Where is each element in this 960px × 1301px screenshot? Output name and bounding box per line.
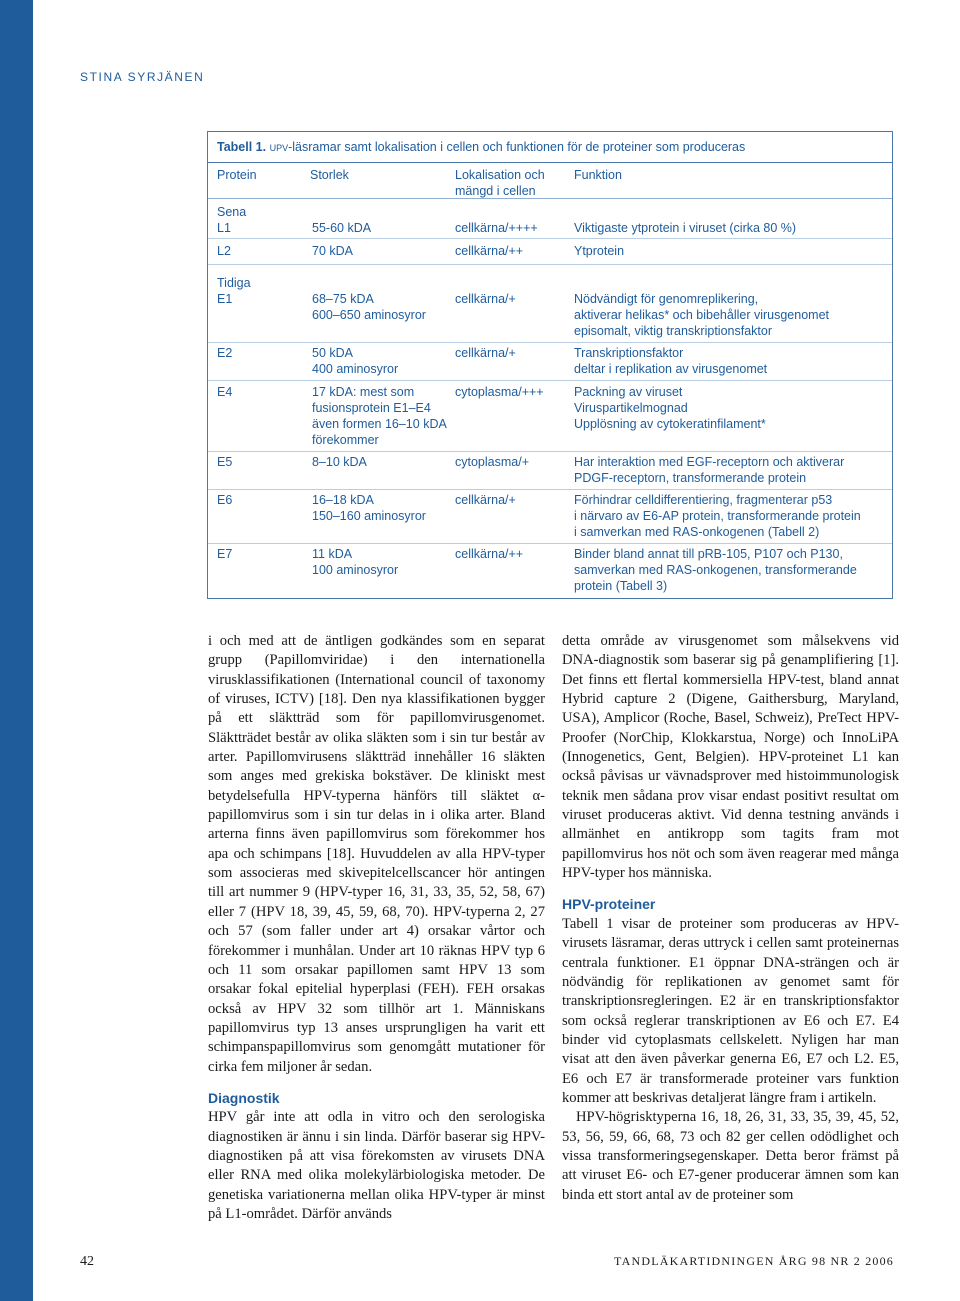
row-E6-location: cellkärna/+ bbox=[455, 493, 516, 507]
header-location-line2: mängd i cellen bbox=[455, 184, 536, 198]
row-E1-protein: E1 bbox=[217, 292, 233, 306]
header-function: Funktion bbox=[574, 168, 622, 182]
row-E6-size-line1: 16–18 kDA bbox=[312, 493, 374, 507]
row-E5-location: cytoplasma/+ bbox=[455, 455, 529, 469]
row-L2-size: 70 kDA bbox=[312, 244, 353, 258]
row-E4-function-line3: Upplösning av cytokeratinfilament* bbox=[574, 417, 766, 431]
row-E1-function-line1: Nödvändigt för genomreplikering, bbox=[574, 292, 759, 306]
row-E7-protein: E7 bbox=[217, 547, 233, 561]
row-E1-size-line2: 600–650 aminosyror bbox=[312, 308, 426, 322]
row-E2-protein: E2 bbox=[217, 346, 233, 360]
row-E4-protein: E4 bbox=[217, 385, 233, 399]
header-size: Storlek bbox=[310, 168, 349, 182]
table-title-band bbox=[208, 132, 892, 163]
row-E6-protein: E6 bbox=[217, 493, 233, 507]
section-heading-hpv-proteiner: HPV-proteiner bbox=[562, 896, 656, 913]
running-head: STINA SYRJÄNEN bbox=[80, 70, 205, 84]
row-E2-location: cellkärna/+ bbox=[455, 346, 516, 360]
row-E7-size-line1: 11 kDA bbox=[312, 547, 353, 561]
row-E6-function-line3: i samverkan med RAS-onkogenen (Tabell 2) bbox=[574, 525, 820, 539]
row-separator bbox=[208, 264, 892, 265]
row-separator bbox=[208, 380, 892, 381]
row-E1-location: cellkärna/+ bbox=[455, 292, 516, 306]
row-E4-function-line1: Packning av viruset bbox=[574, 385, 683, 399]
row-E6-function-line2: i närvaro av E6-AP protein, transformerande protein bbox=[574, 509, 861, 523]
row-E6-size-line2: 150–160 aminosyror bbox=[312, 509, 426, 523]
protein-table bbox=[207, 131, 893, 599]
row-E7-function-line3: protein (Tabell 3) bbox=[574, 579, 668, 593]
row-L1-location: cellkärna/++++ bbox=[455, 221, 538, 235]
row-L1-size: 55-60 kDA bbox=[312, 221, 372, 235]
row-E5-function-line2: PDGF-receptorn, transformerande protein bbox=[574, 471, 807, 485]
row-E4-function-line2: Viruspartikelmognad bbox=[574, 401, 688, 415]
row-E5-size: 8–10 kDA bbox=[312, 455, 367, 469]
row-E4-size-line2: fusionsprotein E1–E4 bbox=[312, 401, 431, 415]
body-column-right bbox=[562, 632, 899, 1205]
row-separator bbox=[208, 238, 892, 239]
right-paragraph-3: HPV-högrisktyperna 16, 18, 26, 31, 33, 35, 39, 45, 52, 53, 56, 59, 66, 68, 73 och 82 ger cellen odödlighet och vissa transformeringsegenskaper. Detta beror främst på att viruset E6- och E7-gener producerar ämnen som kan binda ett stort antal av de proteiner som bbox=[562, 1109, 899, 1203]
row-separator bbox=[208, 451, 892, 452]
left-paragraph-2: HPV går inte att odla in vitro och den serologiska diagnostiken är ännu i sin linda. Därför baserar sig HPV-diagnostiken på att visa förekomsten av virusets DNA eller RNA med olika molekylärbiologiska metoder. De genetiska variationerna mellan olika HPV-typer är minst på L1-området. Därför används bbox=[208, 1109, 545, 1222]
row-E1-function-line2: aktiverar helikas* och bibehåller virusgenomet bbox=[574, 308, 829, 322]
row-E5-protein: E5 bbox=[217, 455, 233, 469]
row-L2-function: Ytprotein bbox=[574, 244, 625, 258]
row-E4-size-line1: 17 kDA: mest som bbox=[312, 385, 415, 399]
row-E7-function-line2: samverkan med RAS-onkogenen, transformerande bbox=[574, 563, 857, 577]
right-paragraph-1: detta område av virusgenomet som målsekvens vid DNA-diagnostik som baserar sig på genamplifiering [1]. Det finns ett flertal kommersiella HPV-test, bland annat Hybrid capture 2 (Digene, Gaithersburg, Maryland, USA), Amplicor (Roche, Basel, Schweiz), PreTect HPV-Proofer (NorChip, Klokkarstua, Norge) och InnoLiPA (Innogenetics, Gent, Belgien). HPV-proteinet L1 kan också påvisas ur vävnadsprover med histoimmunologisk teknik men sådana prov visar endast positivt resultat om viruset produceras aktivt. Vid denna testning används i allmänhet en antikropp som tagits fram mot papillomvirus hos nöt och som även reagerar med många HPV-typer hos människa. bbox=[562, 633, 899, 882]
row-E6-function-line1: Förhindrar celldifferentiering, fragmenterar p53 bbox=[574, 493, 833, 507]
table-header-row bbox=[208, 162, 892, 199]
row-E2-function-line1: Transkriptionsfaktor bbox=[574, 346, 684, 360]
header-location-line1: Lokalisation och bbox=[455, 168, 545, 182]
page-number: 42 bbox=[80, 1254, 94, 1269]
row-L2-location: cellkärna/++ bbox=[455, 244, 524, 258]
row-E7-location: cellkärna/++ bbox=[455, 547, 524, 561]
journal-footer: TANDLÄKARTIDNINGEN ÅRG 98 NR 2 2006 bbox=[614, 1254, 894, 1268]
left-paragraph-1: i och med att de äntligen godkändes som en separat grupp (Papillomviridae) i den internationella virusklassifikationen (International council of taxonomy of viruses, ICTV) [18]. Den nya klassifikationen bygger på ett släktträd som för papillomvirusgenomet. Släktträdet består av olika släkten som i sin tur består av arter. Papillomvirusens släktträd innehåller 16 släkten som anges med grekiska bokstäver. De kliniskt mest betydelsefulla HPV-typerna hänförs till släktet α-papillomvirus som i sin tur delas in i olika arter. Bland arterna finns även papillomvirus som förekommer hos apa och schimpans [18]. Huvuddelen av alla HPV-typer som associeras med skivepitelcellscancer hör antingen till art nummer 9 (HPV-typer 16, 31, 33, 35, 52, 58, 67) eller 7 (HPV 18, 39, 45, 59, 68, 70). HPV-typerna 2, 27 och 57 (som faller under art 4) orsakar vårtor och förekommer i munhålan. Under art 10 räknas HPV typ 6 och 11 som orsakar papillomen samt HPV 13 som orsakar fokal epitelial hyperplasi (FEH). FEH orsakas också av HPV 32 som tillhör art 1. Människans papillomvirus typ 13 anses ursprungligen ha varit ett schimpanspapillomvirus som genomgått mutationer för cirka fem miljoner år sedan. bbox=[208, 633, 545, 1075]
row-separator bbox=[208, 489, 892, 490]
row-E4-location: cytoplasma/+++ bbox=[455, 385, 544, 399]
row-separator bbox=[208, 342, 892, 343]
right-paragraph-2: Tabell 1 visar de proteiner som produceras av HPV-virusets läsramar, deras uttryck i cellen samt proteinernas centrala funktioner. E1 öppnar DNA-strängen och är nödvändig för replikationen av genomet samt för transkriptionsregleringen. E2 är en transkriptionsfaktor som också reglerar transkriptionen av E6 och E7. E4 binder vid cytoplasmats cellskelett. Nyligen har man visat att den även påverkar generna E6, E7 och L2. E5, E6 och E7 är transformerade proteiner vars funktion kommer att beskrivas detaljerat längre fram i artikeln. bbox=[562, 915, 899, 1106]
row-separator bbox=[208, 543, 892, 544]
row-E1-function-line3: episomalt, viktig transkriptionsfaktor bbox=[574, 324, 772, 338]
table-label: Tabell 1. bbox=[217, 140, 267, 154]
row-E4-size-line3: även formen 16–10 kDA bbox=[312, 417, 447, 431]
row-L1-function: Viktigaste ytprotein i viruset (cirka 80 %) bbox=[574, 221, 797, 235]
row-E7-function-line1: Binder bland annat till pRB-105, P107 och P130, bbox=[574, 547, 843, 561]
row-E2-function-line2: deltar i replikation av virusgenomet bbox=[574, 362, 768, 376]
section-heading-diagnostik: Diagnostik bbox=[208, 1089, 280, 1106]
group-label-early: Tidiga bbox=[217, 276, 251, 290]
row-L1-protein: L1 bbox=[217, 221, 231, 235]
row-E2-size-line2: 400 aminosyror bbox=[312, 362, 399, 376]
table-title-text: -läsramar samt lokalisation i cellen och funktionen för de proteiner som produceras bbox=[288, 140, 746, 154]
row-E1-size-line1: 68–75 kDA bbox=[312, 292, 374, 306]
row-E5-function-line1: Har interaktion med EGF-receptorn och aktiverar bbox=[574, 455, 845, 469]
table-title bbox=[217, 140, 745, 154]
table-title-abbrev: upv bbox=[269, 140, 289, 154]
sidebar-color-bar bbox=[0, 0, 33, 1301]
row-E4-size-line4: förekommer bbox=[312, 433, 379, 447]
row-E2-size-line1: 50 kDA bbox=[312, 346, 353, 360]
body-column-left bbox=[208, 632, 545, 1224]
group-label-late: Sena bbox=[217, 205, 247, 219]
header-protein: Protein bbox=[217, 168, 257, 182]
row-L2-protein: L2 bbox=[217, 244, 231, 258]
row-E7-size-line2: 100 aminosyror bbox=[312, 563, 399, 577]
